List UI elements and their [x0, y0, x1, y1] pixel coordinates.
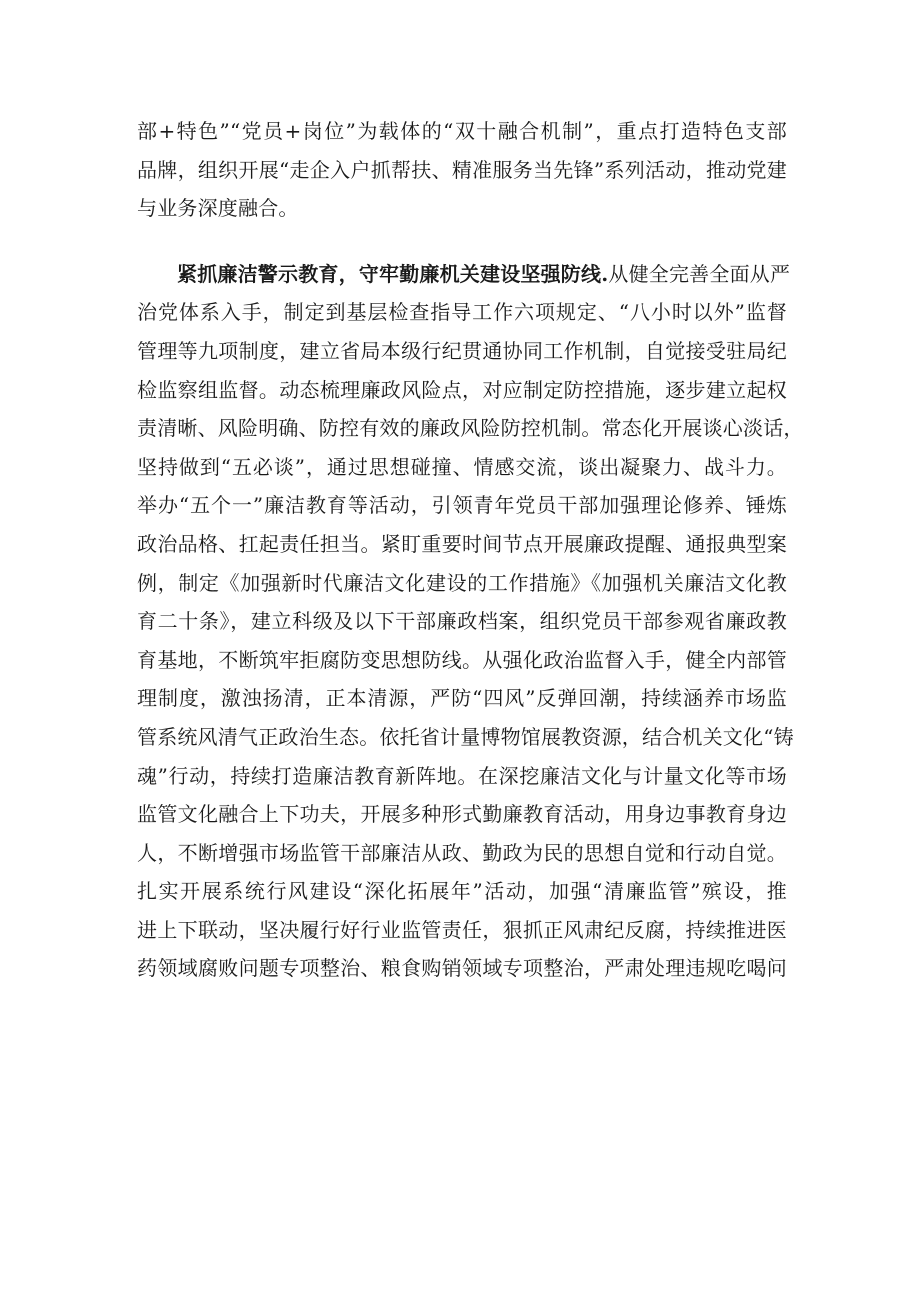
section-heading: 紧抓廉洁警示教育，守牢勤廉机关建设坚强防线.	[177, 261, 609, 286]
text-line: 药领域腐败问题专项整治、粮食购销领域专项整治，严肃处理违规吃喝问	[137, 956, 787, 981]
text-line: 人，不断增强市场监管干部廉洁从政、勤政为民的思想自觉和行动自觉。	[137, 840, 787, 865]
text-line: 部+特色”“党员+岗位”为载体的“双十融合机制”，重点打造特色支部	[137, 119, 787, 143]
text-line: 与业务深度融合。	[137, 196, 299, 221]
text-line: 管系统风清气正政治生态。依托省计量博物馆展教资源，结合机关文化“铸	[137, 724, 794, 749]
text-line: 例，制定《加强新时代廉洁文化建设的工作措施》《加强机关廉洁文化教	[137, 570, 787, 595]
paragraph-party-building	[137, 112, 787, 228]
text-line: 坚持做到“五必谈”，通过思想碰撞、情感交流，谈出凝聚力、战斗力。	[137, 454, 787, 479]
text-line: 举办“五个一”廉洁教育等活动，引领青年党员干部加强理论修养、锤炼	[137, 493, 787, 518]
paragraph-spacer	[137, 228, 787, 255]
text-line: 政治品格、扛起责任担当。紧盯重要时间节点开展廉政提醒、通报典型案	[137, 531, 787, 556]
text-line: 检监察组监督。动态梳理廉政风险点，对应制定防控措施，逐步建立起权	[137, 377, 787, 402]
text-line: 育二十条》，建立科级及以下干部廉政档案，组织党员干部参观省廉政教	[137, 609, 787, 634]
text-line: 理制度，激浊扬清，正本清源，严防“四风”反弹回潮，持续涵养市场监	[137, 686, 787, 711]
text-line: 责清晰、风险明确、防控有效的廉政风险防控机制。常态化开展谈心淡话，	[137, 416, 804, 441]
text-line: 扎实开展系统行风建设“深化拓展年”活动，加强“清廉监管”殡设，推	[137, 879, 787, 904]
text-line-first	[137, 255, 791, 294]
text-line: 监管文化融合上下功夫，开展多种形式勤廉教育活动，用身边事教育身边	[137, 802, 787, 827]
text-line: 品牌，组织开展“走企入户抓帮扶、精准服务当先锋”系列活动，推动党建	[137, 157, 787, 182]
document-page	[137, 112, 804, 988]
text-line: 管理等九项制度，建立省局本级行纪贯通协同工作机制，自觉接受驻局纪	[137, 338, 787, 363]
heading-continuation: 从健全完善全面从严	[608, 261, 791, 286]
text-line: 育基地，不断筑牢拒腐防变思想防线。从强化政治监督入手，健全内部管	[137, 647, 787, 672]
paragraph-integrity-education	[137, 255, 804, 988]
text-line: 治党体系入手，制定到基层检查指导工作六项规定、“八小时以外”监督	[137, 300, 787, 325]
text-line: 魂”行动，持续打造廉洁教育新阵地。在深挖廉洁文化与计量文化等市场	[137, 763, 787, 788]
text-line: 进上下联动，坚决履行好行业监管责任，狠抓正风肃纪反腐，持续推进医	[137, 917, 787, 942]
